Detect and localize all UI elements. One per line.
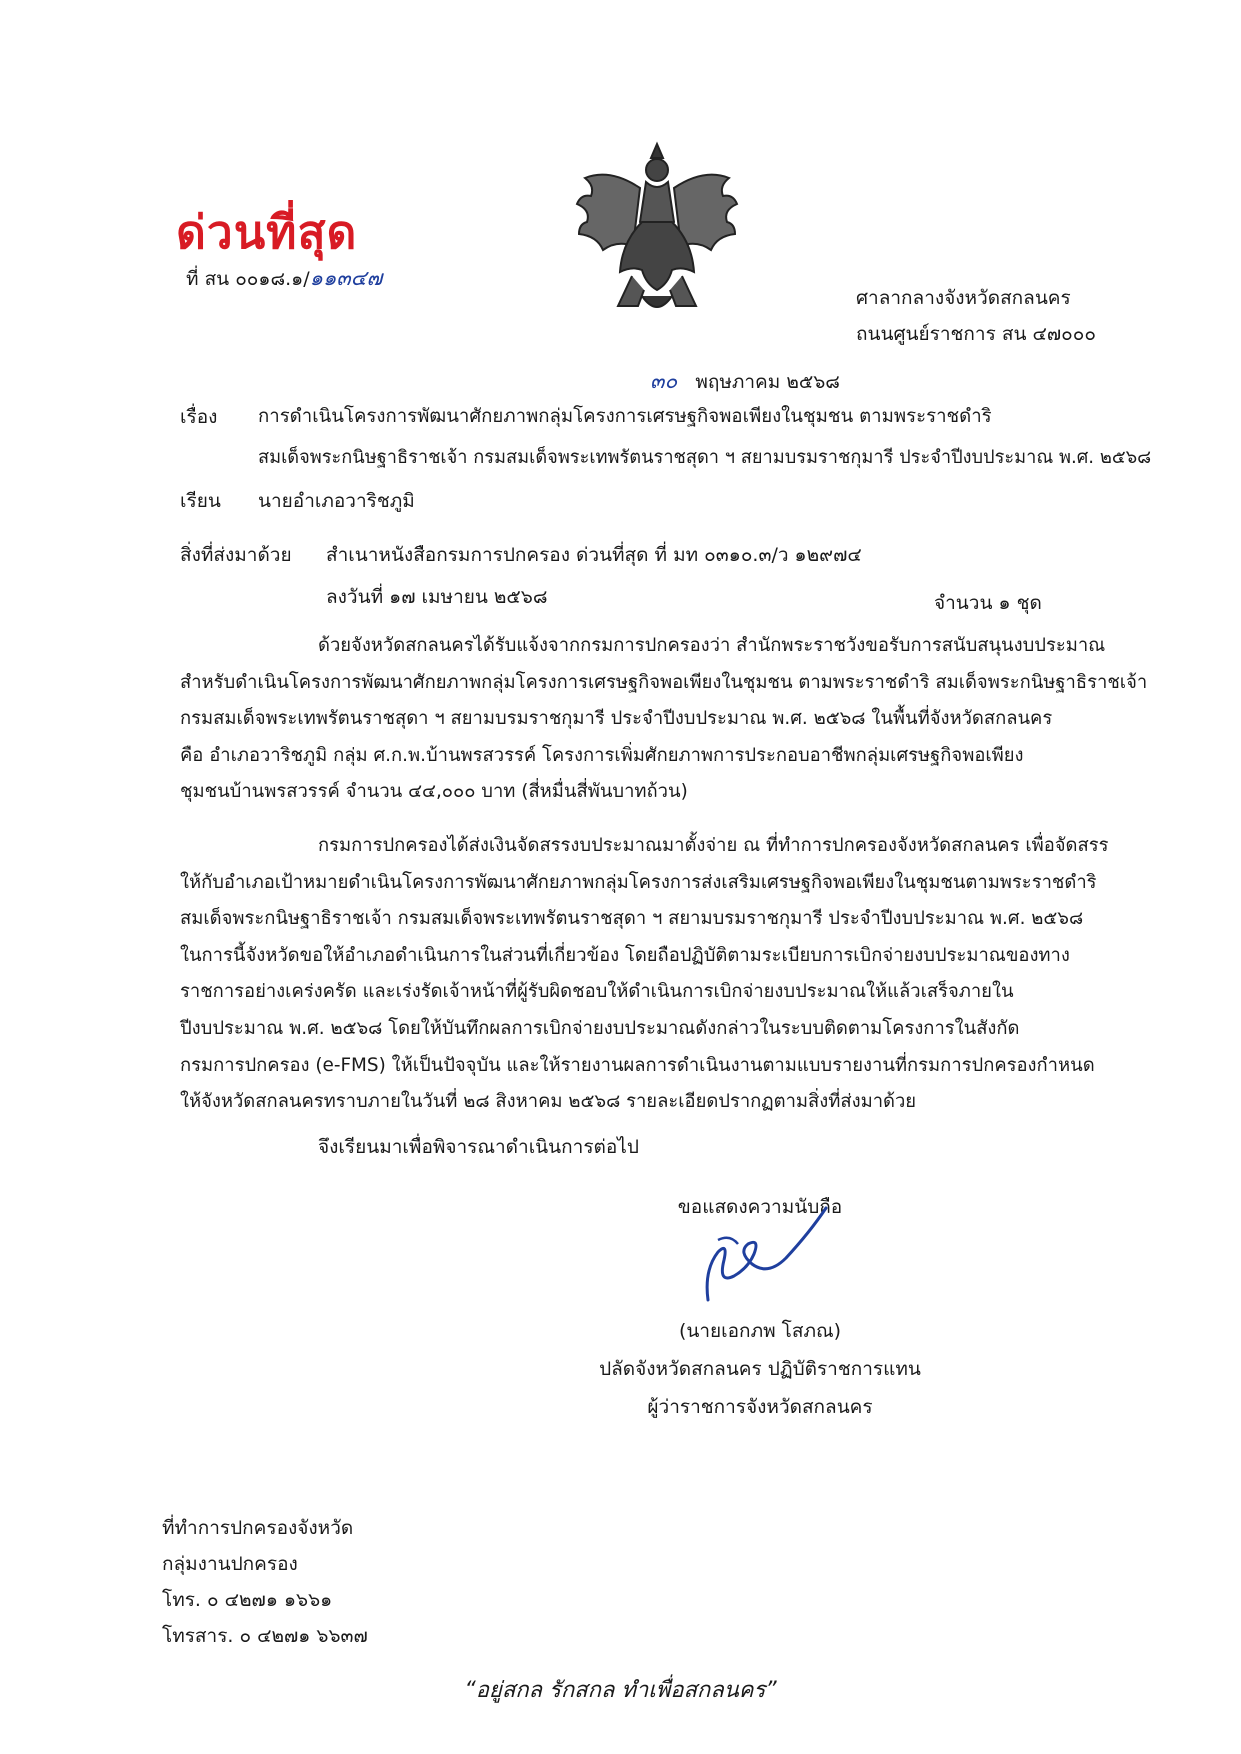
body-paragraph-2 xyxy=(180,828,1120,1121)
office-line-2: ถนนศูนย์ราชการ สน ๔๗๐๐๐ xyxy=(856,323,1096,345)
p2-line: สมเด็จพระกนิษฐาธิราชเจ้า กรมสมเด็จพระเทพรัตนราชสุดา ฯ สยามบรมราชกุมารี ประจำปีงบประมาณ พ.ศ. ๒๕๖๘ xyxy=(180,908,1084,930)
reference-number xyxy=(186,262,382,295)
recipient-label: เรียน xyxy=(180,490,221,512)
garuda-emblem-icon xyxy=(572,136,742,326)
handwritten-signature xyxy=(688,1200,848,1310)
p2-line: ให้กับอำเภอเป้าหมายดำเนินโครงการพัฒนาศักยภาพกลุ่มโครงการส่งเสริมเศรษฐกิจพอเพียงในชุมชนตามพระราชดำริ xyxy=(180,871,1097,893)
recipient-value: นายอำเภอวาริชภูมิ xyxy=(258,490,415,512)
slogan: “อยู่สกล รักสกล ทำเพื่อสกลนคร” xyxy=(464,1678,777,1703)
footer-fax: โทรสาร. ๐ ๔๒๗๑ ๖๖๓๗ xyxy=(162,1625,368,1647)
p2-line: กรมการปกครอง (e-FMS) ให้เป็นปัจจุบัน และให้รายงานผลการดำเนินงานตามแบบรายงานที่กรมการปกครองกำหนด xyxy=(180,1054,1095,1076)
p1-line: คือ อำเภอวาริชภูมิ กลุ่ม ศ.ก.พ.บ้านพรสวรรค์ โครงการเพิ่มศักยภาพการประกอบอาชีพกลุ่มเศรษฐกิจพอเพียง xyxy=(180,744,1024,766)
reference-handwritten: ๑๑๓๔๗ xyxy=(309,266,383,290)
enclosure-quantity: จำนวน ๑ ชุด xyxy=(934,592,1042,614)
office-address xyxy=(856,280,1096,352)
reference-prefix: ที่ สน ๐๐๑๘.๑/ xyxy=(186,268,310,290)
p2-line: ราชการอย่างเคร่งครัด และเร่งรัดเจ้าหน้าที่ผู้รับผิดชอบให้ดำเนินการเบิกจ่ายงบประมาณให้แล้วเสร็จภายใน xyxy=(180,981,1014,1003)
signer-title-2: ผู้ว่าราชการจังหวัดสกลนคร xyxy=(647,1396,873,1418)
p2-line: ในการนี้จังหวัดขอให้อำเภอดำเนินการในส่วนที่เกี่ยวข้อง โดยถือปฏิบัติตามระเบียบการเบิกจ่ายงบประมาณของทาง xyxy=(180,944,1070,966)
footer-office: ที่ทำการปกครองจังหวัด xyxy=(162,1517,354,1539)
date-day-handwritten: ๓๐ xyxy=(650,369,678,393)
footer-group: กลุ่มงานปกครอง xyxy=(162,1553,298,1575)
enclosure-line-1: สำเนาหนังสือกรมการปกครอง ด่วนที่สุด ที่ มท ๐๓๑๐.๓/ว ๑๒๙๗๔ xyxy=(326,544,862,566)
p1-line: สำหรับดำเนินโครงการพัฒนาศักยภาพกลุ่มโครงการเศรษฐกิจพอเพียงในชุมชน ตามพระราชดำริ สมเด็จพระกนิษฐาธิราชเจ้า xyxy=(180,671,1148,693)
closing-sentence: จึงเรียนมาเพื่อพิจารณาดำเนินการต่อไป xyxy=(318,1136,639,1158)
p1-line: ด้วยจังหวัดสกลนครได้รับแจ้งจากกรมการปกครองว่า สำนักพระราชวังขอรับการสนับสนุนงบประมาณ xyxy=(318,635,1106,656)
subject-line-2: สมเด็จพระกนิษฐาธิราชเจ้า กรมสมเด็จพระเทพรัตนราชสุดา ฯ สยามบรมราชกุมารี ประจำปีงบประมาณ พ.ศ. ๒๕๖๘ xyxy=(258,447,1152,468)
date-month-year: พฤษภาคม ๒๕๖๘ xyxy=(695,371,840,393)
footer-contact xyxy=(162,1510,368,1654)
subject-label: เรื่อง xyxy=(180,406,218,428)
enclosure-line-2: ลงวันที่ ๑๗ เมษายน ๒๕๖๘ xyxy=(326,586,548,608)
signer-name: (นายเอกภพ โสภณ) xyxy=(678,1320,842,1342)
body-paragraph-1 xyxy=(180,628,1148,811)
urgency-stamp: ด่วนที่สุด xyxy=(176,205,358,259)
office-line-1: ศาลากลางจังหวัดสกลนคร xyxy=(856,287,1071,309)
p2-line: กรมการปกครองได้ส่งเงินจัดสรรงบประมาณมาตั้งจ่าย ณ ที่ทำการปกครองจังหวัดสกลนคร เพื่อจัดสรร xyxy=(318,835,1109,856)
p2-line: ให้จังหวัดสกลนครทราบภายในวันที่ ๒๘ สิงหาคม ๒๕๖๘ รายละเอียดปรากฏตามสิ่งที่ส่งมาด้วย xyxy=(180,1091,917,1113)
p1-line: ชุมชนบ้านพรสวรรค์ จำนวน ๔๔,๐๐๐ บาท (สี่หมื่นสี่พันบาทถ้วน) xyxy=(180,781,688,803)
p2-line: ปีงบประมาณ พ.ศ. ๒๕๖๘ โดยให้บันทึกผลการเบิกจ่ายงบประมาณดังกล่าวในระบบติดตามโครงการในสังกัด xyxy=(180,1017,1020,1039)
p1-line: กรมสมเด็จพระเทพรัตนราชสุดา ฯ สยามบรมราชกุมารี ประจำปีงบประมาณ พ.ศ. ๒๕๖๘ ในพื้นที่จังหวัดสกลนคร xyxy=(180,708,1053,730)
footer-phone: โทร. ๐ ๔๒๗๑ ๑๖๖๑ xyxy=(162,1589,333,1611)
letter-date xyxy=(650,365,840,398)
regards-text: ขอแสดงความนับถือ xyxy=(677,1196,843,1218)
subject-line-1: การดำเนินโครงการพัฒนาศักยภาพกลุ่มโครงการเศรษฐกิจพอเพียงในชุมชน ตามพระราชดำริ xyxy=(258,406,992,427)
signer-title-1: ปลัดจังหวัดสกลนคร ปฏิบัติราชการแทน xyxy=(599,1358,921,1380)
enclosure-label: สิ่งที่ส่งมาด้วย xyxy=(180,544,292,566)
